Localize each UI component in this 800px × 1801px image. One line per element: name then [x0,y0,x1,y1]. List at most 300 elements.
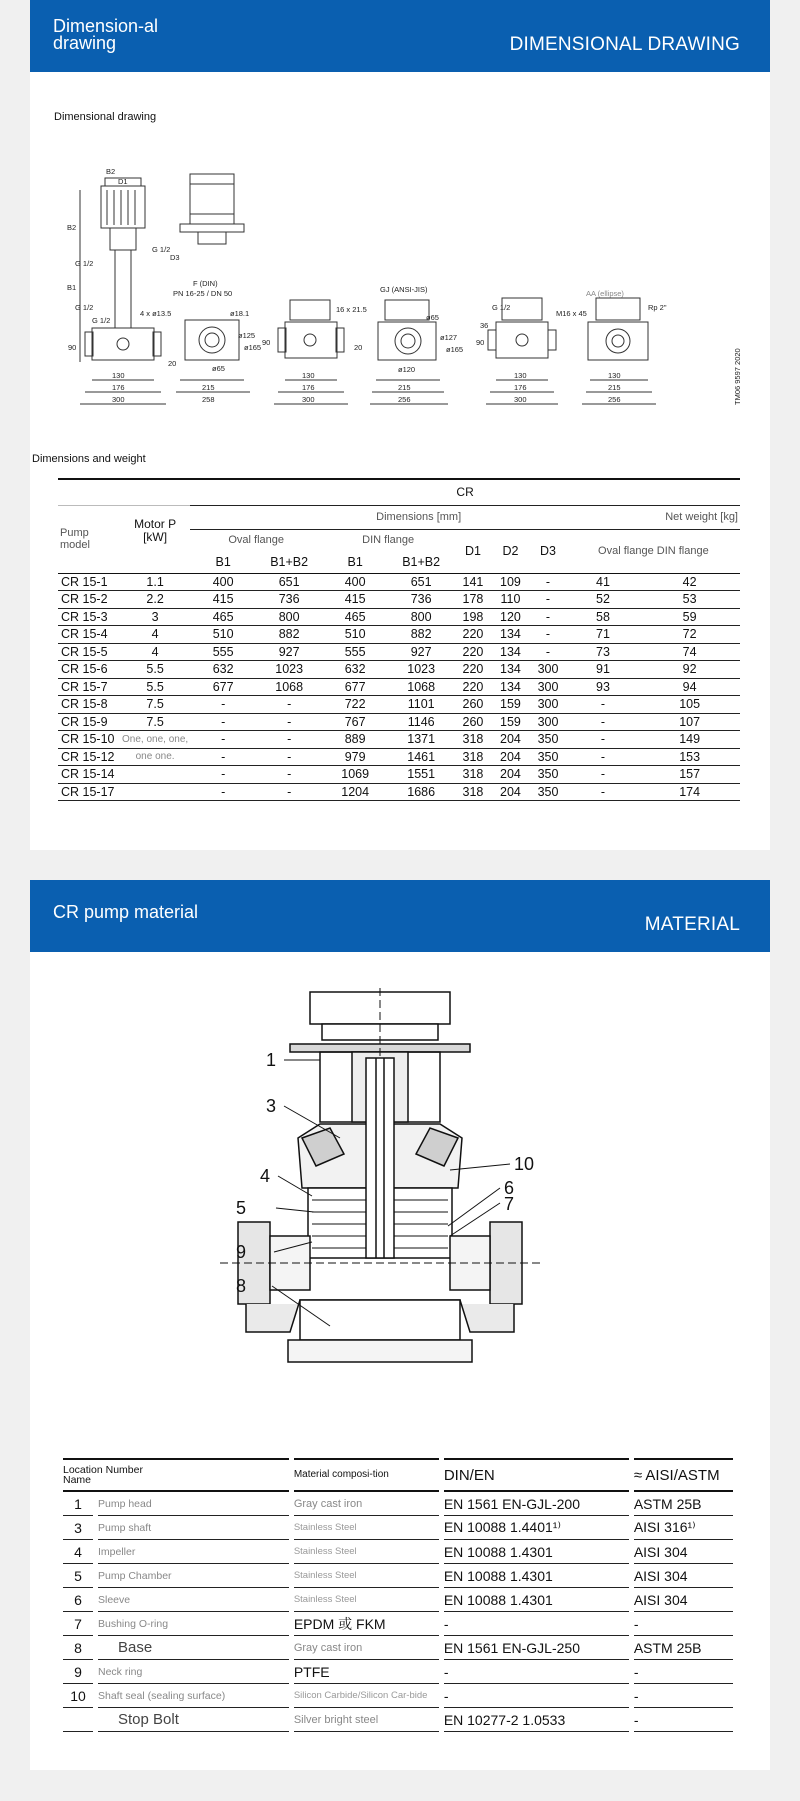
table-cell: 400 [190,573,256,591]
din-en-cell: EN 1561 EN-GJL-200 [444,1492,629,1516]
drawing-label: B2 [106,167,116,176]
table-row [58,678,740,696]
table-cell: 92 [639,661,740,679]
drawing-label: ø165 [244,343,262,352]
table-cell: 59 [639,608,740,626]
table-cell: 350 [529,766,567,784]
table-cell: 41 [567,573,639,591]
table-cell: 107 [639,713,740,731]
drawing-label: PN 16-25 / DN 50 [173,289,233,298]
table-cell: 1068 [256,678,322,696]
table-cell: 134 [492,661,530,679]
col-header-model: Pump model [58,505,120,573]
col-header-weight: Net weight [kg] [567,505,740,529]
table-row [58,713,740,731]
table-cell: - [529,573,567,591]
drawing-label: ø65 [212,364,225,373]
table-cell: 260 [454,696,492,714]
callout-label: 6 [504,1178,515,1198]
drawing-label: 20 [168,359,177,368]
table-cell: 93 [567,678,639,696]
table-cell: one one. [120,748,190,766]
din-en-cell: - [444,1660,629,1684]
drawing-label: G 1/2 [492,303,511,312]
table-cell: 350 [529,748,567,766]
drawing-label: 215 [608,383,621,392]
table-cell: 134 [492,626,530,644]
drawing-label: D1 [118,177,128,186]
aisi-astm-cell: ASTM 25B [634,1492,733,1516]
drawing-label: 256 [398,395,411,404]
part-name-cell: Bushing O-ring [98,1612,289,1636]
table-cell: 174 [639,783,740,801]
drawing-label: 130 [302,371,315,380]
col-header-aisi-astm: ≈ AISI/ASTM [634,1458,733,1492]
col-header-location: Location Number [63,1464,143,1476]
drawing-label: 130 [514,371,527,380]
table-row [58,608,740,626]
table-cell [120,783,190,801]
pump-model-cell: CR 15-6 [58,661,120,679]
drawing-label: 4 x ø13.5 [140,309,172,318]
table-cell: 300 [529,713,567,731]
part-name-cell: Neck ring [98,1660,289,1684]
table-cell: - [529,626,567,644]
drawing-label: 16 x 21.5 [336,305,367,314]
table-cell: - [567,696,639,714]
material-cell: EPDM 或 FKM [294,1612,439,1636]
aisi-astm-cell: - [634,1708,733,1732]
part-name-cell: Pump shaft [98,1516,289,1540]
table-cell: 134 [492,643,530,661]
table-cell: 555 [190,643,256,661]
callout-label: 8 [236,1276,247,1296]
table-cell: 7.5 [120,696,190,714]
table-cell: 220 [454,678,492,696]
callout-label: 1 [266,1050,277,1070]
table-row [58,748,740,766]
table-cell: 736 [256,591,322,609]
table-cell: 927 [388,643,454,661]
table-cell: - [190,696,256,714]
table-cell: 1023 [388,661,454,679]
col-header-dimensions: Dimensions [mm] [190,505,567,529]
drawing-label: M16 x 45 [556,309,587,318]
table-row [58,766,740,784]
table-cell: 400 [322,573,388,591]
table-cell: - [567,731,639,749]
col-header-location-number [63,1458,289,1492]
pump-model-cell: CR 15-10 [58,731,120,749]
table-cell: - [256,783,322,801]
table-row [63,1492,733,1516]
drawing-label: 300 [112,395,125,404]
location-number-cell: 8 [63,1636,93,1660]
col-header-d3: D3 [540,544,556,558]
table-cell: 149 [639,731,740,749]
aisi-astm-cell: AISI 304 [634,1540,733,1564]
material-cell: Gray cast iron [294,1636,439,1660]
pump-model-cell: CR 15-17 [58,783,120,801]
pump-cross-section-figure [180,988,580,1408]
drawing-label: ø165 [446,345,464,354]
table-cell: 318 [454,783,492,801]
table-cell: - [529,608,567,626]
table-cell: 204 [492,766,530,784]
table-cell: 1204 [322,783,388,801]
table-cell: 651 [388,573,454,591]
pump-model-cell: CR 15-3 [58,608,120,626]
table-cell: 204 [492,731,530,749]
callout-label: 7 [504,1194,515,1214]
table-row [58,643,740,661]
drawing-label: 130 [112,371,125,380]
table-row [58,661,740,679]
table-cell: 318 [454,748,492,766]
table-cell: 42 [639,573,740,591]
material-cell: Silicon Carbide/Silicon Car-bide [294,1684,439,1708]
table-caption: Dimensions and weight [32,453,146,465]
location-number-cell: 10 [63,1684,93,1708]
material-cell: PTFE [294,1660,439,1684]
location-number-cell [63,1708,93,1732]
callout-label: 5 [236,1198,247,1218]
din-en-cell: EN 10088 1.4301 [444,1564,629,1588]
col-header-din-en: DIN/EN [444,1458,629,1492]
dimensions-table [58,478,740,801]
callout-label: 9 [236,1242,247,1262]
location-number-cell: 4 [63,1540,93,1564]
pump-model-cell: CR 15-5 [58,643,120,661]
table-cell: 300 [529,696,567,714]
table-cell: 1069 [322,766,388,784]
material-cell: Stainless Steel [294,1564,439,1588]
table-cell: 736 [388,591,454,609]
din-en-cell: EN 1561 EN-GJL-250 [444,1636,629,1660]
table-cell: 677 [190,678,256,696]
table-cell: - [190,748,256,766]
table-cell: 927 [256,643,322,661]
table-cell: 7.5 [120,713,190,731]
table-cell: 72 [639,626,740,644]
location-number-cell: 1 [63,1492,93,1516]
table-cell: 300 [529,678,567,696]
table-cell: 109 [492,573,530,591]
drawing-caption: Dimensional drawing [54,111,157,123]
table-cell: 800 [388,608,454,626]
col-header-oval: Oval flange [228,534,284,547]
table-cell: 220 [454,626,492,644]
table-cell: 318 [454,766,492,784]
aisi-astm-cell: AISI 304 [634,1588,733,1612]
table-cell: - [190,783,256,801]
table-cell: 677 [322,678,388,696]
table-cell: 415 [322,591,388,609]
table-row [63,1660,733,1684]
table-cell: 1101 [388,696,454,714]
table-row [58,573,740,591]
table-top-header: CR [456,485,474,500]
table-cell: - [567,766,639,784]
aisi-astm-cell: ASTM 25B [634,1636,733,1660]
table-row [63,1588,733,1612]
col-header-b1b2: B1+B2 [402,554,441,569]
dimensions-table-body [58,573,740,801]
table-cell: 632 [322,661,388,679]
drawing-label: TM06 9597 2020 [733,348,742,405]
table-cell: 120 [492,608,530,626]
table-cell: 882 [256,626,322,644]
drawing-label: GJ (ANSI-JIS) [380,285,428,294]
table-cell: 74 [639,643,740,661]
table-cell: 73 [567,643,639,661]
table-cell: 94 [639,678,740,696]
table-cell: 3 [120,608,190,626]
part-name-cell: Impeller [98,1540,289,1564]
part-name-cell: Base [98,1636,289,1660]
table-cell: 300 [529,661,567,679]
table-cell: 1371 [388,731,454,749]
table-cell: 159 [492,696,530,714]
col-header-d2: D2 [502,544,519,558]
table-cell: 110 [492,591,530,609]
table-cell: 157 [639,766,740,784]
aisi-astm-cell: - [634,1612,733,1636]
col-header-name: Name [63,1474,92,1486]
table-cell: 220 [454,661,492,679]
table-cell: 350 [529,783,567,801]
drawing-label: 176 [112,383,125,392]
table-cell: - [256,748,322,766]
din-en-cell: - [444,1612,629,1636]
table-cell: 465 [322,608,388,626]
table-cell: 204 [492,748,530,766]
table-cell: 153 [639,748,740,766]
table-cell: 767 [322,713,388,731]
part-name-cell: Pump Chamber [98,1564,289,1588]
drawing-label: B1 [67,283,77,292]
table-cell: 510 [322,626,388,644]
material-cell: Stainless Steel [294,1516,439,1540]
table-cell: 979 [322,748,388,766]
pump-model-cell: CR 15-4 [58,626,120,644]
drawing-label: 256 [608,395,621,404]
table-cell: 52 [567,591,639,609]
location-number-cell: 5 [63,1564,93,1588]
drawing-label: 300 [514,395,527,404]
table-cell: - [529,591,567,609]
location-number-cell: 9 [63,1660,93,1684]
din-en-cell: EN 10088 1.4301 [444,1588,629,1612]
table-cell: 105 [639,696,740,714]
table-cell: 1023 [256,661,322,679]
drawing-label: 258 [202,395,215,404]
pump-model-cell: CR 15-8 [58,696,120,714]
drawing-label: G 1/2 [92,316,111,325]
drawing-label: Rp 2" [648,303,667,312]
table-cell: 465 [190,608,256,626]
drawing-label: ø18.1 [230,309,250,318]
table-cell: 260 [454,713,492,731]
aisi-astm-cell: AISI 304 [634,1564,733,1588]
col-header-weight-sub: Oval flange DIN flange [598,545,709,557]
pump-model-cell: CR 15-2 [58,591,120,609]
drawing-label: 20 [354,343,363,352]
drawing-label: G 1/2 [75,303,94,312]
table-cell: 318 [454,731,492,749]
table-cell: 159 [492,713,530,731]
table-row [63,1708,733,1732]
section-banner [30,0,770,72]
material-card [30,880,770,1770]
part-name-cell: Shaft seal (sealing surface) [98,1684,289,1708]
table-row [58,626,740,644]
table-cell [120,766,190,784]
drawing-label: ø120 [398,365,416,374]
pump-model-cell: CR 15-9 [58,713,120,731]
din-en-cell: - [444,1684,629,1708]
drawing-label: 90 [476,338,485,347]
part-name-cell: Stop Bolt [98,1708,289,1732]
material-table-body [63,1492,733,1732]
table-row [58,783,740,801]
table-cell: - [190,713,256,731]
banner-right-title: DIMENSIONAL DRAWING [509,34,740,55]
table-cell: 5.5 [120,661,190,679]
table-cell: 1146 [388,713,454,731]
drawing-label: D3 [170,253,180,262]
table-cell: 91 [567,661,639,679]
table-cell: 53 [639,591,740,609]
part-name-cell: Pump head [98,1492,289,1516]
drawing-label: G 1/2 [152,245,171,254]
table-cell: 882 [388,626,454,644]
table-cell: 1686 [388,783,454,801]
table-cell: 889 [322,731,388,749]
table-cell: 4 [120,626,190,644]
table-cell: - [256,713,322,731]
drawing-label: F (DIN) [193,279,218,288]
section-banner [30,880,770,952]
banner-title: Dimension-al drawing [53,16,159,53]
col-header-motor: Motor P [kW] [120,505,190,573]
table-cell: 350 [529,731,567,749]
table-cell: 555 [322,643,388,661]
table-row [63,1564,733,1588]
col-header-b1: B1 [215,554,231,569]
col-header-b1b2: B1+B2 [270,554,309,569]
drawing-label: 215 [202,383,215,392]
table-cell: - [256,731,322,749]
table-cell: 204 [492,783,530,801]
table-cell: 2.2 [120,591,190,609]
material-cell: Gray cast iron [294,1492,439,1516]
location-number-cell: 3 [63,1516,93,1540]
pump-model-cell: CR 15-7 [58,678,120,696]
callout-label: 4 [260,1166,271,1186]
pump-model-cell: CR 15-1 [58,573,120,591]
drawing-label: 300 [302,395,315,404]
table-cell: 5.5 [120,678,190,696]
table-row [63,1684,733,1708]
table-cell: 1551 [388,766,454,784]
location-number-cell: 7 [63,1612,93,1636]
table-cell: - [256,766,322,784]
aisi-astm-cell: - [634,1684,733,1708]
table-row [63,1636,733,1660]
col-header-din: DIN flange [362,534,415,547]
table-cell: 198 [454,608,492,626]
pump-model-cell: CR 15-14 [58,766,120,784]
table-cell: - [567,748,639,766]
drawing-label: B2 [67,223,77,232]
material-cell: Stainless Steel [294,1588,439,1612]
drawing-label: 215 [398,383,411,392]
banner-right-title: MATERIAL [644,914,740,935]
callout-label: 10 [514,1154,535,1174]
drawing-label: AA (ellipse) [586,289,624,298]
table-row [58,696,740,714]
drawing-label: 130 [608,371,621,380]
location-number-cell: 6 [63,1588,93,1612]
dimensional-drawing-card [30,0,770,850]
din-en-cell: EN 10088 1.4301 [444,1540,629,1564]
table-cell: 722 [322,696,388,714]
aisi-astm-cell: AISI 316¹⁾ [634,1516,733,1540]
dimensional-drawing-figure [30,140,770,420]
drawing-label: 90 [262,338,271,347]
table-cell: 134 [492,678,530,696]
material-cell: Silver bright steel [294,1708,439,1732]
table-row [63,1612,733,1636]
table-cell: - [190,766,256,784]
table-cell: - [529,643,567,661]
drawing-label: 90 [68,343,77,352]
table-cell: 58 [567,608,639,626]
table-cell: - [256,696,322,714]
table-cell: 415 [190,591,256,609]
table-cell: 1461 [388,748,454,766]
table-cell: 4 [120,643,190,661]
col-header-b1: B1 [347,554,363,569]
part-name-cell: Sleeve [98,1588,289,1612]
table-row [63,1540,733,1564]
table-cell: 178 [454,591,492,609]
table-cell: 220 [454,643,492,661]
drawing-label: ø65 [426,313,439,322]
material-table [58,1458,738,1732]
drawing-label: ø125 [238,331,256,340]
table-row [58,591,740,609]
table-row [63,1516,733,1540]
table-cell: 632 [190,661,256,679]
drawing-label: 176 [514,383,527,392]
table-cell: One, one, one, [120,731,190,749]
table-row [58,731,740,749]
drawing-label: 176 [302,383,315,392]
drawing-label: 36 [480,321,489,330]
pump-model-cell: CR 15-12 [58,748,120,766]
table-cell: - [190,731,256,749]
material-cell: Stainless Steel [294,1540,439,1564]
drawing-label: G 1/2 [75,259,94,268]
din-en-cell: EN 10277-2 1.0533 [444,1708,629,1732]
col-header-d1: D1 [464,544,481,558]
table-cell: 651 [256,573,322,591]
callout-label: 3 [266,1096,277,1116]
aisi-astm-cell: - [634,1660,733,1684]
col-header-material: Material composi-tion [294,1458,439,1492]
